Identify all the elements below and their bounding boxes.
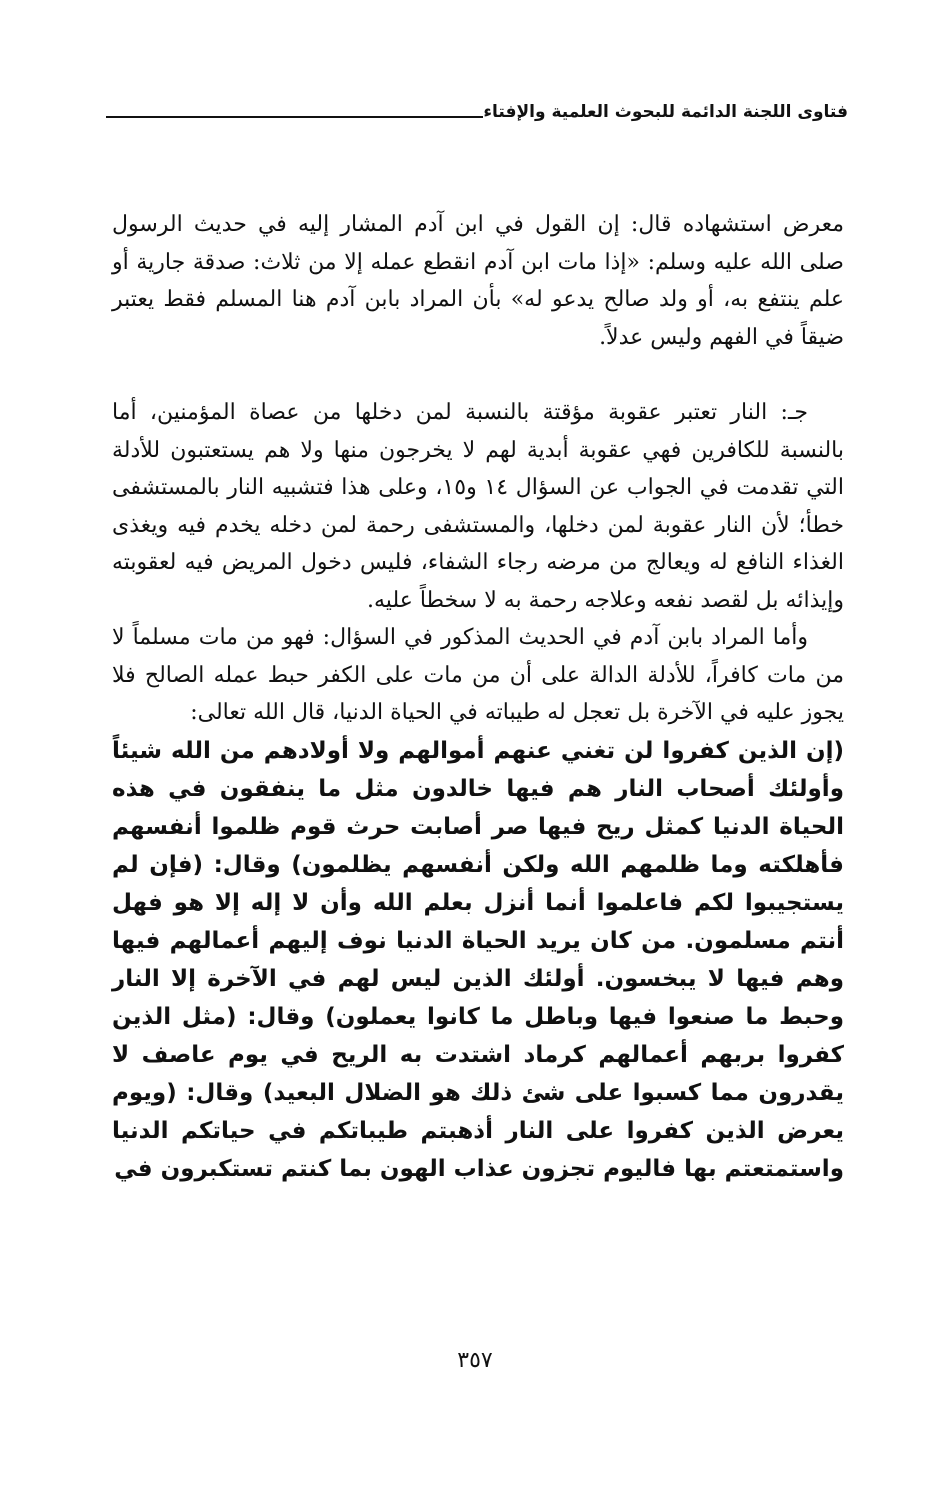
paragraph-quranic-quotation: (إن الذين كفروا لن تغني عنهم أموالهم ولا أولادهم من الله شيئاً وأولئك أصحاب النار هم فيها خالدون مثل ما ينفقون في هذه الحياة الدنيا كمثل ريح فيها صر أصابت حرث قوم ظلموا أنفسهم فأهلكته وما ظلمهم الله ولكن أنفسهم يظلمون) وقال: (فإن لم يستجيبوا لكم فاعلموا أنما أنزل بعلم الله وأن لا إله إلا هو فهل أنتم مسلمون. من كان يريد الحياة الدنيا نوف إليهم أعمالهم فيها وهم فيها لا يبخسون. أولئك الذين ليس لهم في الآخرة إلا النار وحبط ما صنعوا فيها وباطل ما كانوا يعملون) وقال: (مثل الذين كفروا بربهم أعمالهم كرماد اشتدت به الريح في يوم عاصف لا يقدرون مما كسبوا على شئ ذلك هو الضلال البعيد) وقال: (ويوم يعرض الذين كفروا على النار أذهبتم طيباتكم في حياتكم الدنيا واستمتعتم بها فاليوم تجزون عذاب الهون بما كنتم تستكبرون في <box>112 737 844 1182</box>
header-rule <box>106 116 483 118</box>
page-body <box>112 206 844 1188</box>
paragraph-explanation: وأما المراد بابن آدم في الحديث المذكور في السؤال: فهو من مات مسلماً لا من مات كافراً، للأدلة الدالة على أن من مات على الكفر حبط عمله الصالح فلا يجوز عليه في الآخرة بل تعجل له طيباته في الحياة الدنيا، قال الله تعالى: <box>112 625 844 725</box>
paragraph-gap <box>112 356 844 394</box>
page-number: ٣٥٧ <box>457 1348 493 1373</box>
running-header <box>106 90 848 124</box>
paragraph-continuation: معرض استشهاده قال: إن القول في ابن آدم المشار إليه في حديث الرسول صلى الله عليه وسلم: «إذا مات ابن آدم انقطع عمله إلا من ثلاث: صدقة جارية أو علم ينتفع به، أو ولد صالح يدعو له» بأن المراد بابن آدم هنا المسلم فقط يعتبر ضيقاً في الفهم وليس عدلاً. <box>112 212 844 350</box>
running-header-title: فتاوى اللجنة الدائمة للبحوث العلمية والإفتاء <box>483 102 848 122</box>
paragraph-answer: جـ: النار تعتبر عقوبة مؤقتة بالنسبة لمن دخلها من عصاة المؤمنين، أما بالنسبة للكافرين فهي عقوبة أبدية لهم لا يخرجون منها ولا هم يستعتبون للأدلة التي تقدمت في الجواب عن السؤال ١٤ و١٥، وعلى هذا فتشبيه النار بالمستشفى خطأ؛ لأن النار عقوبة لمن دخلها، والمستشفى رحمة لمن دخله يخدم فيه ويغذى الغذاء النافع له ويعالج من مرضه رجاء الشفاء، فليس دخول المريض فيه لعقوبته وإيذائه بل لقصد نفعه وعلاجه رحمة به لا سخطاً عليه. <box>112 400 844 613</box>
